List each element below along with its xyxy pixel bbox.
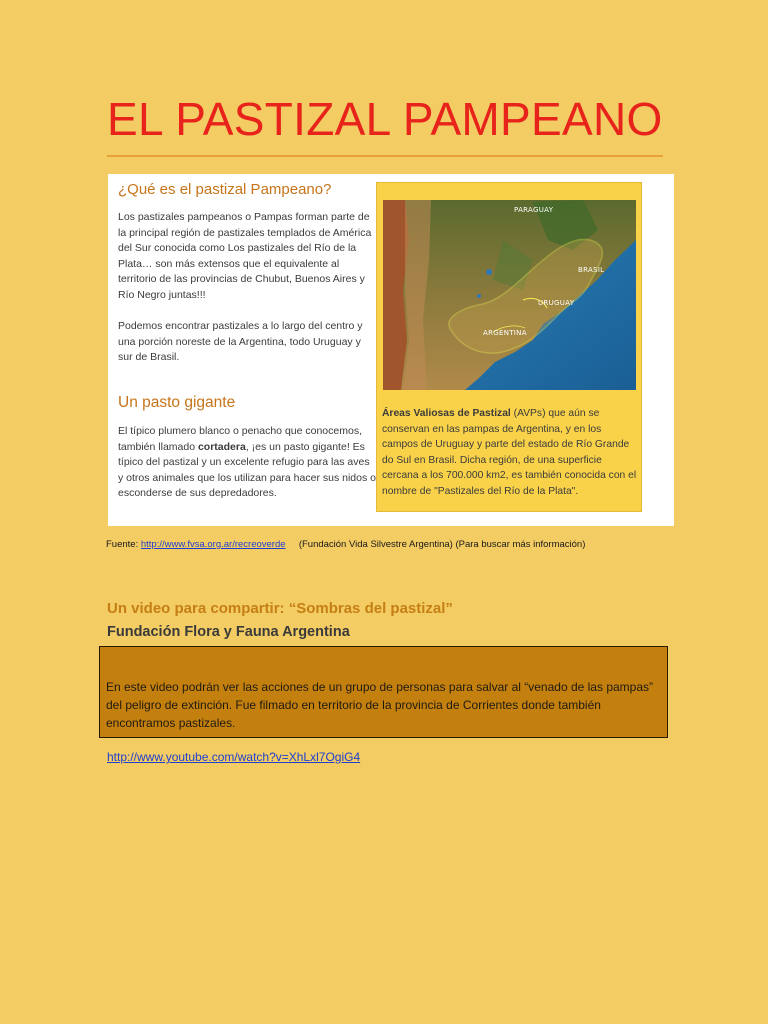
map-caption: Áreas Valiosas de Pastizal (AVPs) que aún se conservan en las pampas de Argentina, y en los campos de Uruguay y parte del estado de Río Grande do Sul en Brasil. Dicha región, de una superficie cercana a los 700.000 km2, es también conocida con el nombre de "Pastizales del Río de la Plata". xyxy=(382,408,637,497)
youtube-link[interactable]: http://www.youtube.com/watch?v=XhLxl7OgiG4 xyxy=(107,750,361,764)
cortadera-term: cortadera xyxy=(197,440,246,453)
video-organization: Fundación Flora y Fauna Argentina xyxy=(107,624,350,640)
video-description: En este video podrán ver las acciones de un grupo de personas para salvar al “venado de las pampas” del peligro de extinción. Fue filmado en territorio de la provincia de Corrientes donde también encontramos pastizales. xyxy=(106,680,654,730)
map-label-brasil: BRASIL xyxy=(578,266,605,274)
paragraph-definition: Los pastizales pampeanos o Pampas forman parte de la principal región de pastizales templados de América del Sur conocida como Los pastizales del Río de la Plata… son más extensos que el equivalente al territorio de las provincias de Chubut, Buenos Aires y Río Negro juntas!!! xyxy=(118,211,372,301)
map-label-argentina: ARGENTINA xyxy=(483,329,527,337)
page-title: EL PASTIZAL PAMPEANO xyxy=(107,93,663,145)
heading-what-is: ¿Qué es el pastizal Pampeano? xyxy=(118,181,332,198)
source-link[interactable]: http://www.fvsa.org.ar/recreoverde xyxy=(140,539,286,550)
map-label-uruguay: URUGUAY xyxy=(538,299,575,307)
source-suffix: (Fundación Vida Silvestre Argentina) (Para buscar más información) xyxy=(298,539,586,550)
video-description-box xyxy=(99,646,668,738)
video-section-title: Un video para compartir: “Sombras del pastizal” xyxy=(107,600,453,617)
avp-term: Áreas Valiosas de Pastizal xyxy=(382,408,511,420)
source-line xyxy=(106,539,585,550)
map-graphic xyxy=(383,200,636,390)
source-prefix: Fuente: xyxy=(106,539,139,550)
info-panel-image xyxy=(108,174,674,526)
pampas-region-map xyxy=(383,200,636,390)
map-card xyxy=(376,182,642,512)
heading-giant-grass: Un pasto gigante xyxy=(118,394,236,411)
paragraph-cortadera: El típico plumero blanco o penacho que conocemos, también llamado cortadera, ¡es un pasto gigante! Es típico del pastizal y un excelente refugio para las aves y otros animales que los utilizan para hacer sus nidos o esconderse de sus depredadores. xyxy=(118,425,376,499)
paragraph-location: Podemos encontrar pastizales a lo largo del centro y una porción noreste de la Argentina, todo Uruguay y sur de Brasil. xyxy=(118,320,363,363)
title-divider xyxy=(107,155,663,157)
map-label-paraguay: PARAGUAY xyxy=(514,206,554,214)
